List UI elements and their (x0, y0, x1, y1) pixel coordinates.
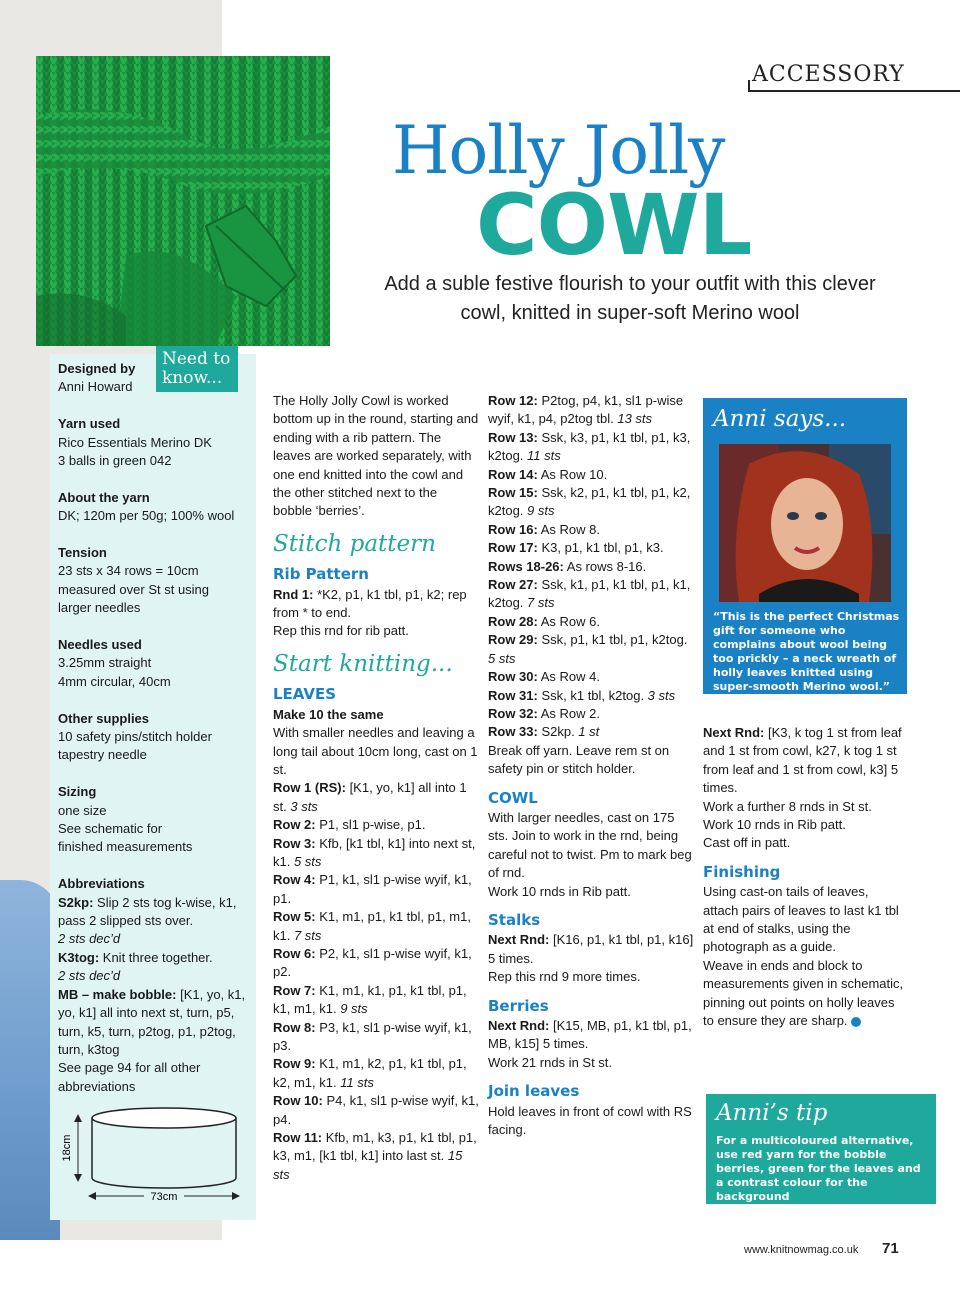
row-text: P1, k1, sl1 p-wise wyif, k1, p1. (273, 872, 472, 906)
supplies-line-1: 10 safety pins/stitch holder (58, 729, 212, 745)
row-text: K1, m1, k1, p1, k1 tbl, p1, k1, m1, k1. (273, 982, 467, 1017)
row-text: As Row 10. (537, 466, 608, 482)
row-text: Kfb, m1, k3, p1, k1 tbl, p1, k3, m1, [k1 tbl, k1] into last st. (273, 1130, 477, 1164)
stitch-pattern-heading: Stitch pattern (273, 530, 436, 557)
row-label: Row 10: (273, 1093, 323, 1109)
anni-says-quote: “This is the perfect Christmas gift for someone who complains about wool being too prickly – a neck wreath of holly leaves knitted using super-smooth Merino wool.” (713, 610, 900, 693)
page-number: 71 (882, 1240, 899, 1257)
row-label: Row 3: (273, 835, 316, 851)
row-label: Row 27: (488, 577, 538, 593)
abbreviations-heading: Abbreviations (58, 876, 145, 892)
rib-pattern-heading: Rib Pattern (273, 565, 369, 584)
leaf-b-row-6 (488, 558, 694, 576)
leaf-b-row-11 (488, 687, 694, 705)
end-mark-icon (851, 1017, 861, 1027)
column-1 (273, 392, 479, 1184)
row-stitch-count: 9 sts (523, 503, 555, 519)
designer-name: Anni Howard (58, 379, 133, 395)
cowl-photo (36, 56, 330, 346)
leaf-b-row-3 (488, 484, 694, 521)
tension-heading: Tension (58, 545, 107, 561)
row-stitch-count: 3 sts (286, 798, 318, 814)
needles-line-1: 3.25mm straight (58, 655, 152, 671)
berries-rnd-label: Next Rnd: (488, 1018, 550, 1033)
leaf-rows-part-1 (273, 779, 479, 1184)
row-stitch-count: 1 st (574, 724, 600, 740)
title-line-1: Holly Jolly (392, 112, 725, 189)
leaf-b-row-8 (488, 613, 694, 631)
join-rnd-label: Next Rnd: (703, 725, 765, 740)
row-label: Row 15: (488, 485, 538, 501)
break-off-text: Break off yarn. Leave rem st on safety pin or stitch holder. (488, 742, 670, 777)
row-stitch-count: 3 sts (644, 687, 676, 703)
finishing-text-1: Using cast-on tails of leaves, attach pairs of leaves to last k1 tbl at end of stalks, using the photograph as a guide. (703, 884, 899, 955)
cowl-schematic (61, 1104, 244, 1208)
row-label: Row 2: (273, 817, 316, 833)
abbr-k3tog-def: Knit three together. (99, 949, 213, 965)
row-label: Row 6: (273, 945, 316, 961)
row-label: Row 12: (488, 393, 538, 408)
leaf-b-row-7 (488, 576, 694, 613)
leaf-a-row-7 (273, 1019, 479, 1056)
stalks-rnd (488, 931, 694, 968)
rib-rnd-1-label: Rnd 1: (273, 586, 314, 602)
yarn-line-1: Rico Essentials Merino DK (58, 434, 212, 450)
row-stitch-count: 5 sts (290, 853, 322, 869)
schematic-width-label: 73cm (150, 1191, 178, 1203)
leaf-b-row-4 (488, 521, 694, 539)
abbr-mb-def: [K1, yo, k1, yo, k1] all into next st, turn, p5, turn, k5, turn, p2tog, p1, p2tog, turn, k3tog (58, 986, 246, 1057)
row-text: Kfb, [k1 tbl, k1] into next st, k1. (273, 835, 476, 869)
tension-line-2: measured over St st using (58, 581, 210, 597)
row-stitch-count: 7 sts (523, 595, 555, 611)
row-text: K3, p1, k1 tbl, p1, k3. (537, 540, 664, 556)
row-text: P2, k1, sl1 p-wise wyif, k1, p2. (273, 945, 472, 980)
see-page-note: See page 94 for all other abbreviations (58, 1060, 201, 1094)
row-stitch-count: 15 sts (273, 1148, 463, 1182)
berries-rnd-text: [K15, MB, p1, k1 tbl, p1, MB, k15] 5 times. (488, 1018, 692, 1052)
yarn-heading: Yarn used (58, 416, 121, 432)
cast-off: Cast off in patt. (703, 835, 791, 851)
join-leaves-text: Hold leaves in front of cowl with RS facing. (488, 1103, 692, 1138)
leaf-a-row-4 (273, 908, 479, 945)
berries-rnd (488, 1017, 694, 1054)
row-label: Row 30: (488, 669, 538, 685)
leaves-heading: LEAVES (273, 685, 337, 704)
row-label: Row 14: (488, 466, 538, 482)
leaf-b-row-5 (488, 539, 694, 557)
column-2 (488, 392, 694, 1139)
rib-rnd-1 (273, 586, 479, 623)
abbr-s2kp-term: S2kp: (58, 894, 94, 910)
designed-by-heading: Designed by (58, 361, 136, 376)
row-label: Row 28: (488, 613, 538, 629)
section-tag: ACCESSORY (752, 62, 905, 87)
row-text: [K1, yo, k1] all into 1 st. (273, 780, 467, 814)
row-stitch-count: 11 sts (336, 1074, 374, 1090)
leaf-b-row-1 (488, 429, 694, 466)
leaf-b-row-9 (488, 631, 694, 668)
tension-line-1: 23 sts x 34 rows = 10cm (58, 563, 199, 579)
row-label: Row 11: (273, 1130, 323, 1146)
leaf-a-row-5 (273, 945, 479, 982)
designer-portrait (719, 444, 891, 602)
abbr-s2kp (58, 894, 254, 931)
anni-tip-box (706, 1094, 936, 1204)
row-text: Ssk, k1, p1, k1 tbl, p1, k1, k2tog. (488, 577, 691, 611)
abbr-k3tog (58, 949, 254, 967)
anni-says-box (703, 398, 907, 694)
anni-tip-title: Anni’s tip (716, 1100, 828, 1126)
leaves-intro: With smaller needles and leaving a long tail about 10cm long, cast on 1 st. (273, 725, 478, 777)
supplies-line-2: tapestry needle (58, 747, 147, 763)
rib-repeat: Rep this rnd for rib patt. (273, 623, 409, 639)
sizing-line-2: See schematic for (58, 821, 163, 837)
row-text: P1, sl1 p-wise, p1. (315, 817, 426, 833)
leaf-a-row-3 (273, 871, 479, 908)
leaf-rows-part-2 (488, 392, 694, 742)
stalks-heading: Stalks (488, 910, 541, 929)
leaf-b-row-0 (488, 392, 694, 429)
row-stitch-count: 9 sts (336, 1001, 368, 1017)
leaf-b-row-12 (488, 705, 694, 723)
abbr-k3tog-term: K3tog: (58, 949, 100, 965)
row-label: Rows 18-26: (488, 558, 564, 574)
schematic-height-label: 18cm (61, 1134, 73, 1162)
row-stitch-count: 11 sts (523, 448, 561, 464)
section-rule (748, 90, 960, 92)
cowl-heading: COWL (488, 788, 538, 807)
title-line-2: COWL (476, 176, 752, 274)
stalks-repeat: Rep this rnd 9 more times. (488, 969, 641, 985)
row-text: P3, k1, sl1 p-wise wyif, k1, p3. (273, 1019, 472, 1053)
join-rnd (703, 724, 907, 798)
finishing-text-2-body: Weave in ends and block to measurements given in schematic, pinning out points on holly leaves to ensure they are sharp. (703, 957, 904, 1029)
berries-heading: Berries (488, 996, 549, 1015)
join-leaves-heading: Join leaves (488, 1082, 580, 1101)
leaf-a-row-2 (273, 835, 479, 872)
rib-rnds: Work 10 rnds in Rib patt. (703, 817, 846, 833)
about-yarn-heading: About the yarn (58, 489, 150, 505)
column-3 (703, 724, 907, 1031)
row-text: As Row 8. (537, 521, 600, 537)
row-label: Row 5: (273, 909, 316, 925)
row-label: Row 33: (488, 724, 538, 740)
abbr-s2kp-def: Slip 2 sts tog k-wise, k1, pass 2 slipped sts over. (58, 894, 237, 929)
about-yarn-text: DK; 120m per 50g; 100% wool (58, 508, 235, 524)
need-to-know-tag: Need to know... (156, 346, 238, 392)
needles-heading: Needles used (58, 637, 142, 653)
row-text: Ssk, k3, p1, k1 tbl, p1, k3, k2tog. (488, 429, 691, 464)
anni-tip-text: For a multicoloured alternative, use red yarn for the bobble berries, green for the leaves and a contrast colour for the background (716, 1134, 921, 1203)
start-knitting-heading: Start knitting... (273, 650, 453, 677)
row-stitch-count: 7 sts (290, 927, 322, 943)
need-to-know-sidebar (50, 354, 256, 1220)
row-label: Row 4: (273, 872, 316, 888)
footer-url: www.knitnowmag.co.uk (744, 1244, 859, 1256)
row-text: As rows 8-16. (563, 558, 647, 574)
row-text: As Row 2. (537, 705, 600, 721)
row-text: K1, m1, p1, k1 tbl, p1, m1, k1. (273, 909, 471, 943)
row-label: Row 31: (488, 687, 538, 703)
leaf-a-row-0 (273, 779, 479, 816)
row-label: Row 8: (273, 1019, 316, 1035)
cowl-text: With larger needles, cast on 175 sts. Join to work in the rnd, being careful not to twist. Pm to mark beg of rnd. (488, 809, 692, 881)
row-label: Row 32: (488, 705, 538, 721)
row-text: P2tog, p4, k1, sl1 p-wise wyif, k1, p4, p2tog tbl. (488, 393, 684, 427)
abbr-mb-term: MB – make bobble: (58, 986, 177, 1002)
sizing-heading: Sizing (58, 784, 97, 800)
row-label: Row 16: (488, 521, 538, 537)
anni-says-title: Anni says... (713, 406, 847, 432)
row-stitch-count: 5 sts (488, 650, 516, 666)
row-text: As Row 4. (537, 669, 600, 685)
abbr-mb (58, 986, 254, 1060)
row-text: K1, m1, k2, p1, k1 tbl, p1, k2, m1, k1. (273, 1056, 467, 1090)
row-stitch-count: 13 sts (613, 411, 653, 427)
row-text: Ssk, k2, p1, k1 tbl, p1, k2, k2tog. (488, 485, 691, 519)
finishing-text-2 (703, 957, 907, 1031)
rib-rnd-1-text: *K2, p1, k1 tbl, p1, k2; rep from * to end. (273, 586, 467, 621)
stalks-rnd-label: Next Rnd: (488, 932, 550, 948)
row-label: Row 7: (273, 982, 316, 998)
leaf-a-row-1 (273, 816, 479, 834)
abbr-k3tog-note: 2 sts dec’d (58, 968, 121, 984)
row-label: Row 9: (273, 1056, 316, 1072)
finishing-heading: Finishing (703, 862, 781, 881)
berries-work: Work 21 rnds in St st. (488, 1054, 613, 1070)
row-label: Row 13: (488, 429, 538, 445)
leaf-b-row-13 (488, 723, 694, 741)
leaf-a-row-9 (273, 1092, 479, 1129)
intro-text: Add a suble festive flourish to your outfit with this clever cowl, knitted in super-soft Merino wool (384, 273, 876, 324)
row-text: Ssk, k1 tbl, k2tog. (537, 687, 645, 703)
needles-line-2: 4mm circular, 40cm (58, 673, 171, 689)
pattern-intro: The Holly Jolly Cowl is worked bottom up in the round, starting and ending with a rib pattern. The leaves are worked separately, with one end knitted into the cowl and the other stitched next to the bobble ‘berries’. (273, 393, 479, 519)
tension-line-3: larger needles (58, 600, 141, 616)
leaf-b-row-2 (488, 466, 694, 484)
join-rnd-text: [K3, k tog 1 st from leaf and 1 st from cowl, k27, k tog 1 st from leaf and 1 st from cowl, k3] 5 times. (703, 725, 902, 796)
make-10: Make 10 the same (273, 706, 384, 722)
row-text: As Row 6. (537, 613, 600, 629)
row-label: Row 29: (488, 632, 538, 648)
supplies-heading: Other supplies (58, 710, 150, 726)
row-text: P4, k1, sl1 p-wise wyif, k1, p4. (273, 1093, 479, 1127)
row-text: Ssk, p1, k1 tbl, p1, k2tog. (537, 632, 688, 648)
row-label: Row 1 (RS): (273, 780, 346, 796)
yarn-line-2: 3 balls in green 042 (58, 453, 172, 469)
row-label: Row 17: (488, 540, 538, 556)
stalks-rnd-text: [K16, p1, k1 tbl, p1, k16] 5 times. (488, 932, 694, 966)
leaf-a-row-10 (273, 1129, 479, 1184)
leaf-a-row-8 (273, 1055, 479, 1092)
row-text: S2kp. (537, 724, 575, 740)
sizing-line-3: finished measurements (58, 839, 193, 855)
leaf-a-row-6 (273, 982, 479, 1019)
further-rnds: Work a further 8 rnds in St st. (703, 798, 872, 814)
leaf-b-row-10 (488, 668, 694, 686)
sizing-line-1: one size (58, 802, 107, 818)
abbr-s2kp-note: 2 sts dec’d (58, 931, 121, 947)
cowl-rib-text: Work 10 rnds in Rib patt. (488, 883, 631, 899)
